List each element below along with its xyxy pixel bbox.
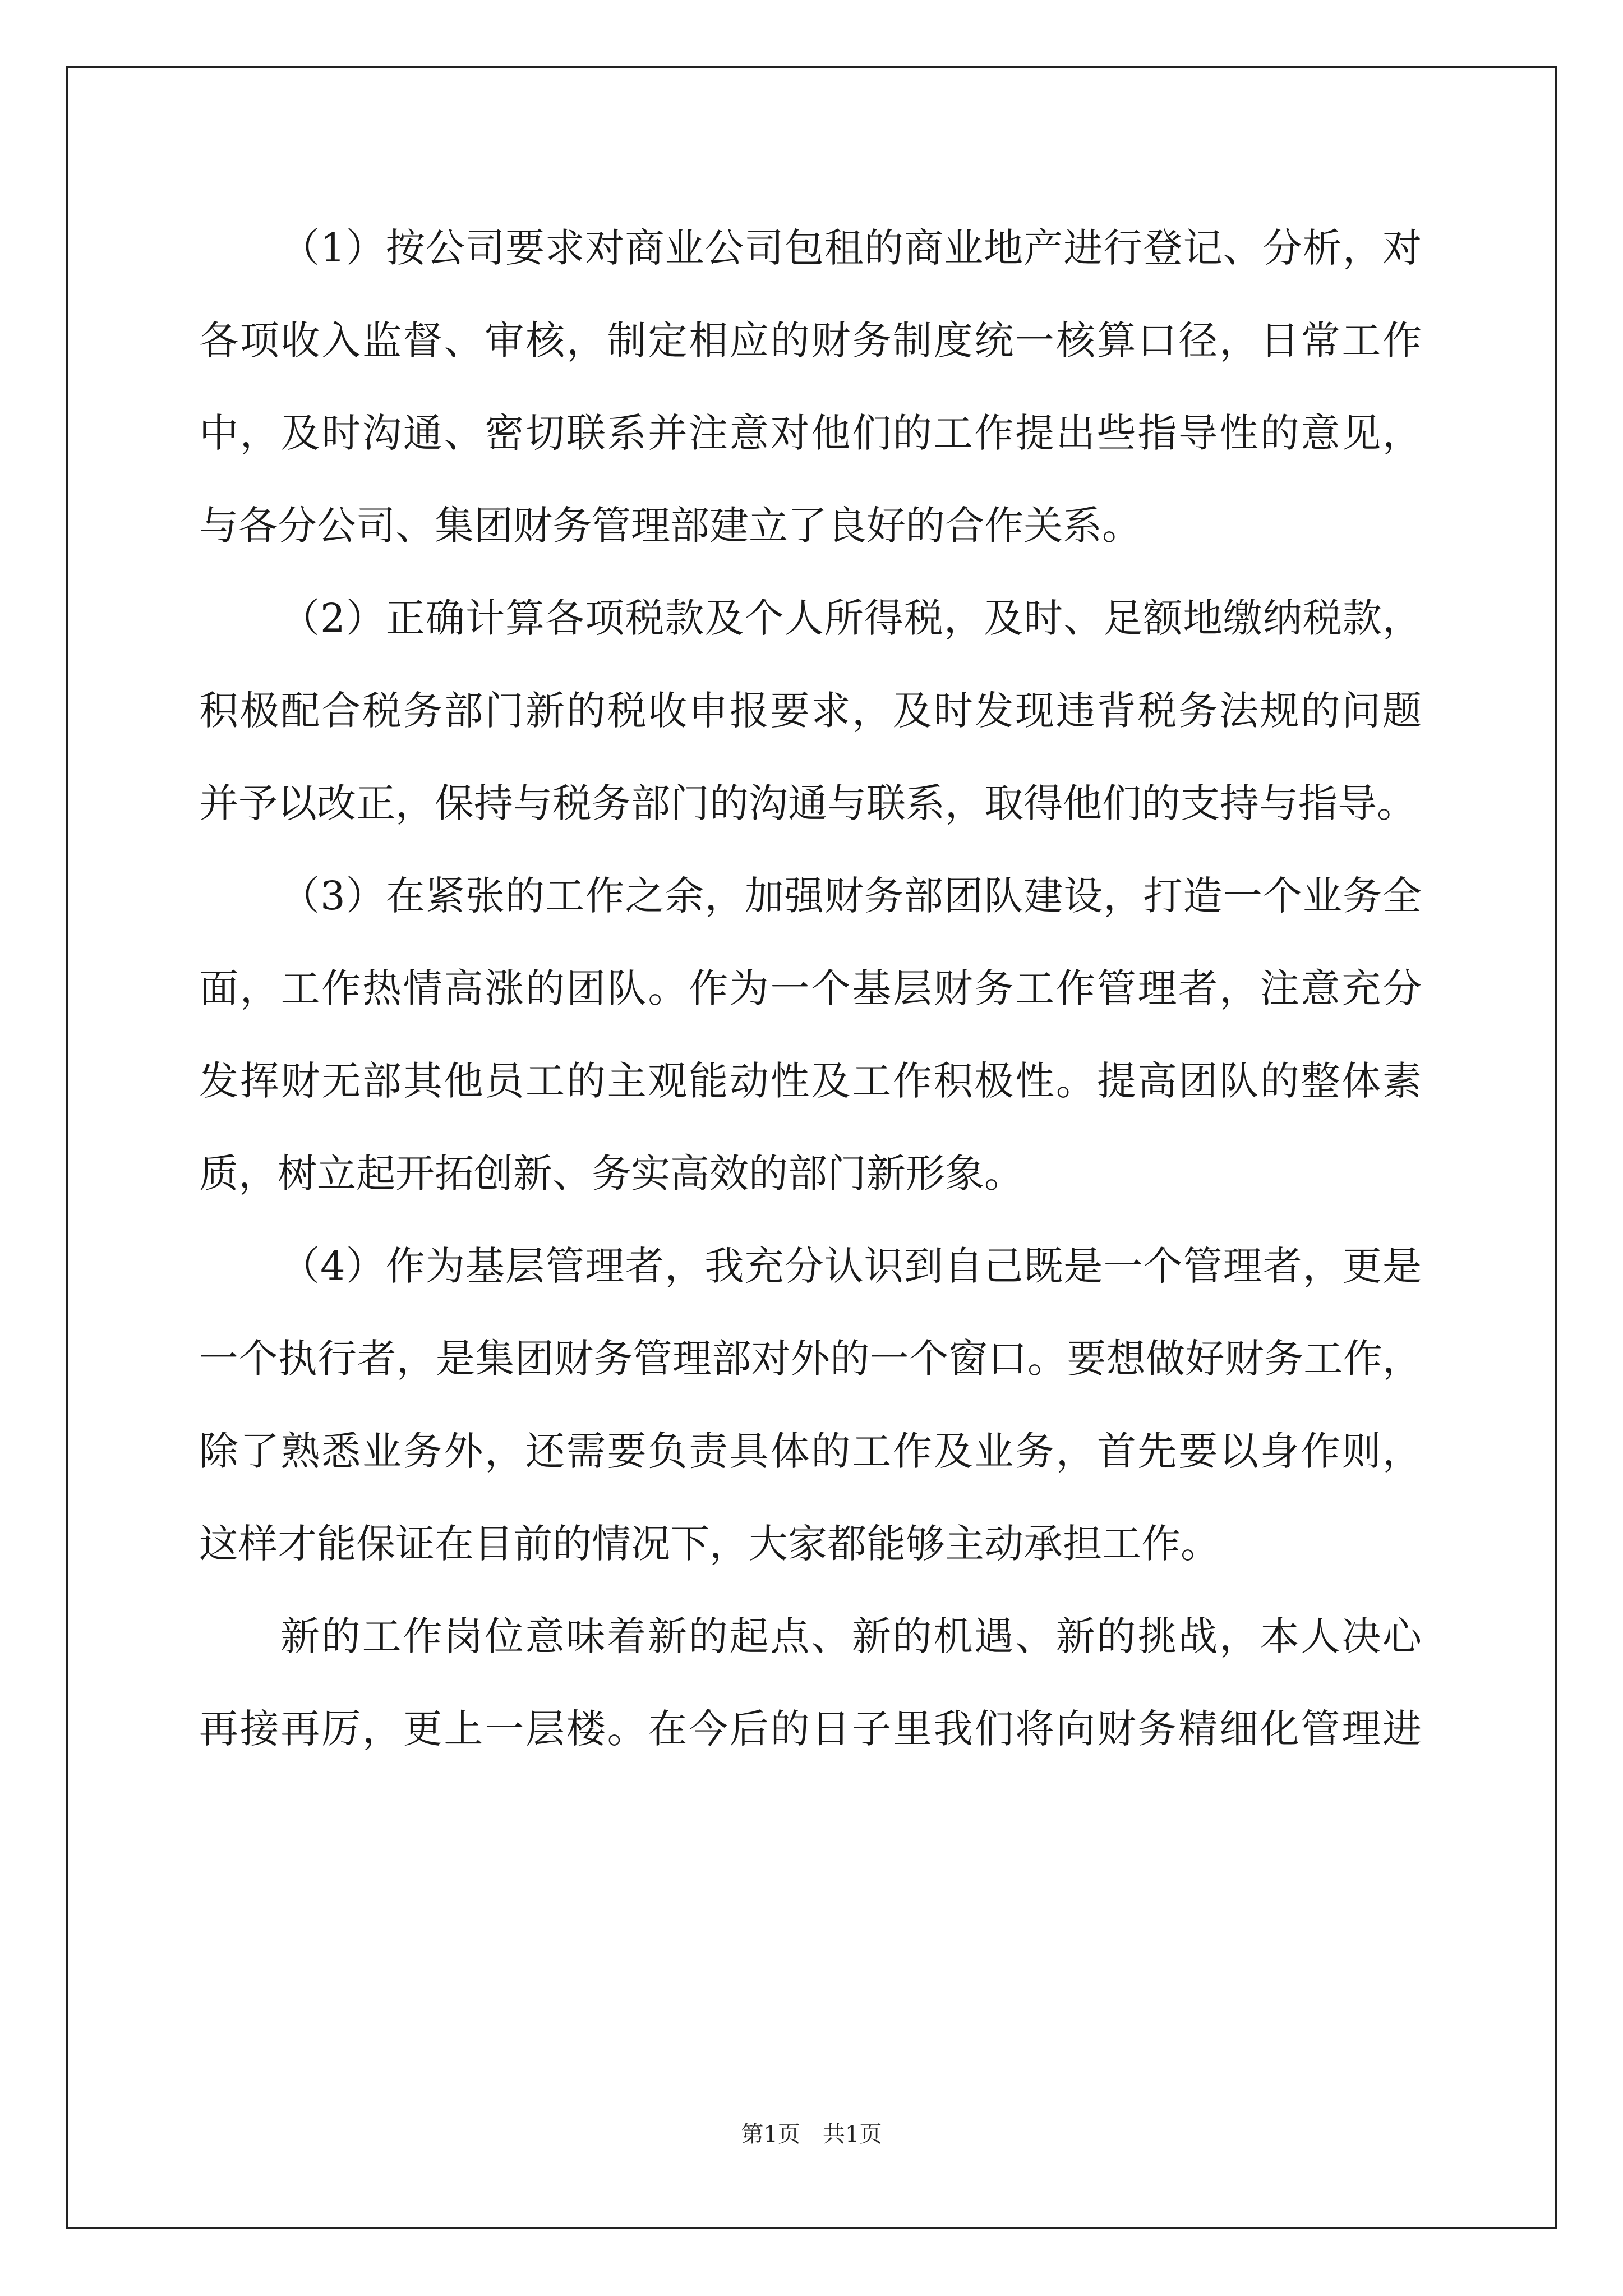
text-line: 面，工作热情高涨的团队。作为一个基层财务工作管理者，注意充分 [199,965,1422,1011]
paragraph-5 [199,1590,1422,1775]
text-line: 并予以改正，保持与税务部门的沟通与联系，取得他们的支持与指导。 [199,780,1416,826]
text-line: 质，树立起开拓创新、务实高效的部门新形象。 [199,1151,1023,1197]
text-line: 发挥财无部其他员工的主观能动性及工作积极性。提高团队的整体素 [199,1058,1422,1104]
page-number-footer: 第1页 共1页 [741,2122,882,2147]
text-line: （1）按公司要求对商业公司包租的商业地产进行登记、分析，对 [280,225,1422,271]
text-line: 新的工作岗位意味着新的起点、新的机遇、新的挑战，本人决心 [280,1613,1422,1659]
text-line: 再接再厉，更上一层楼。在今后的日子里我们将向财务精细化管理进 [199,1706,1422,1752]
text-line: 除了熟悉业务外，还需要负责具体的工作及业务，首先要以身作则， [199,1428,1422,1474]
paragraph-2 [199,572,1422,850]
document-body [199,202,1422,1775]
paragraph-4 [199,1220,1422,1590]
text-line: （3）在紧张的工作之余，加强财务部团队建设，打造一个业务全 [280,873,1422,919]
text-line: 中，及时沟通、密切联系并注意对他们的工作提出些指导性的意见， [199,410,1422,456]
text-line: （4）作为基层管理者，我充分认识到自己既是一个管理者，更是 [280,1243,1422,1289]
text-line: 各项收入监督、审核，制定相应的财务制度统一核算口径，日常工作 [199,318,1422,364]
text-line: （2）正确计算各项税款及个人所得税，及时、足额地缴纳税款， [280,595,1422,641]
text-line: 与各分公司、集团财务管理部建立了良好的合作关系。 [199,503,1141,549]
text-line: 一个执行者，是集团财务管理部对外的一个窗口。要想做好财务工作， [199,1336,1422,1382]
paragraph-1 [199,202,1422,572]
paragraph-3 [199,850,1422,1220]
text-line: 积极配合税务部门新的税收申报要求，及时发现违背税务法规的问题 [199,688,1422,734]
text-line: 这样才能保证在目前的情况下，大家都能够主动承担工作。 [199,1521,1220,1567]
